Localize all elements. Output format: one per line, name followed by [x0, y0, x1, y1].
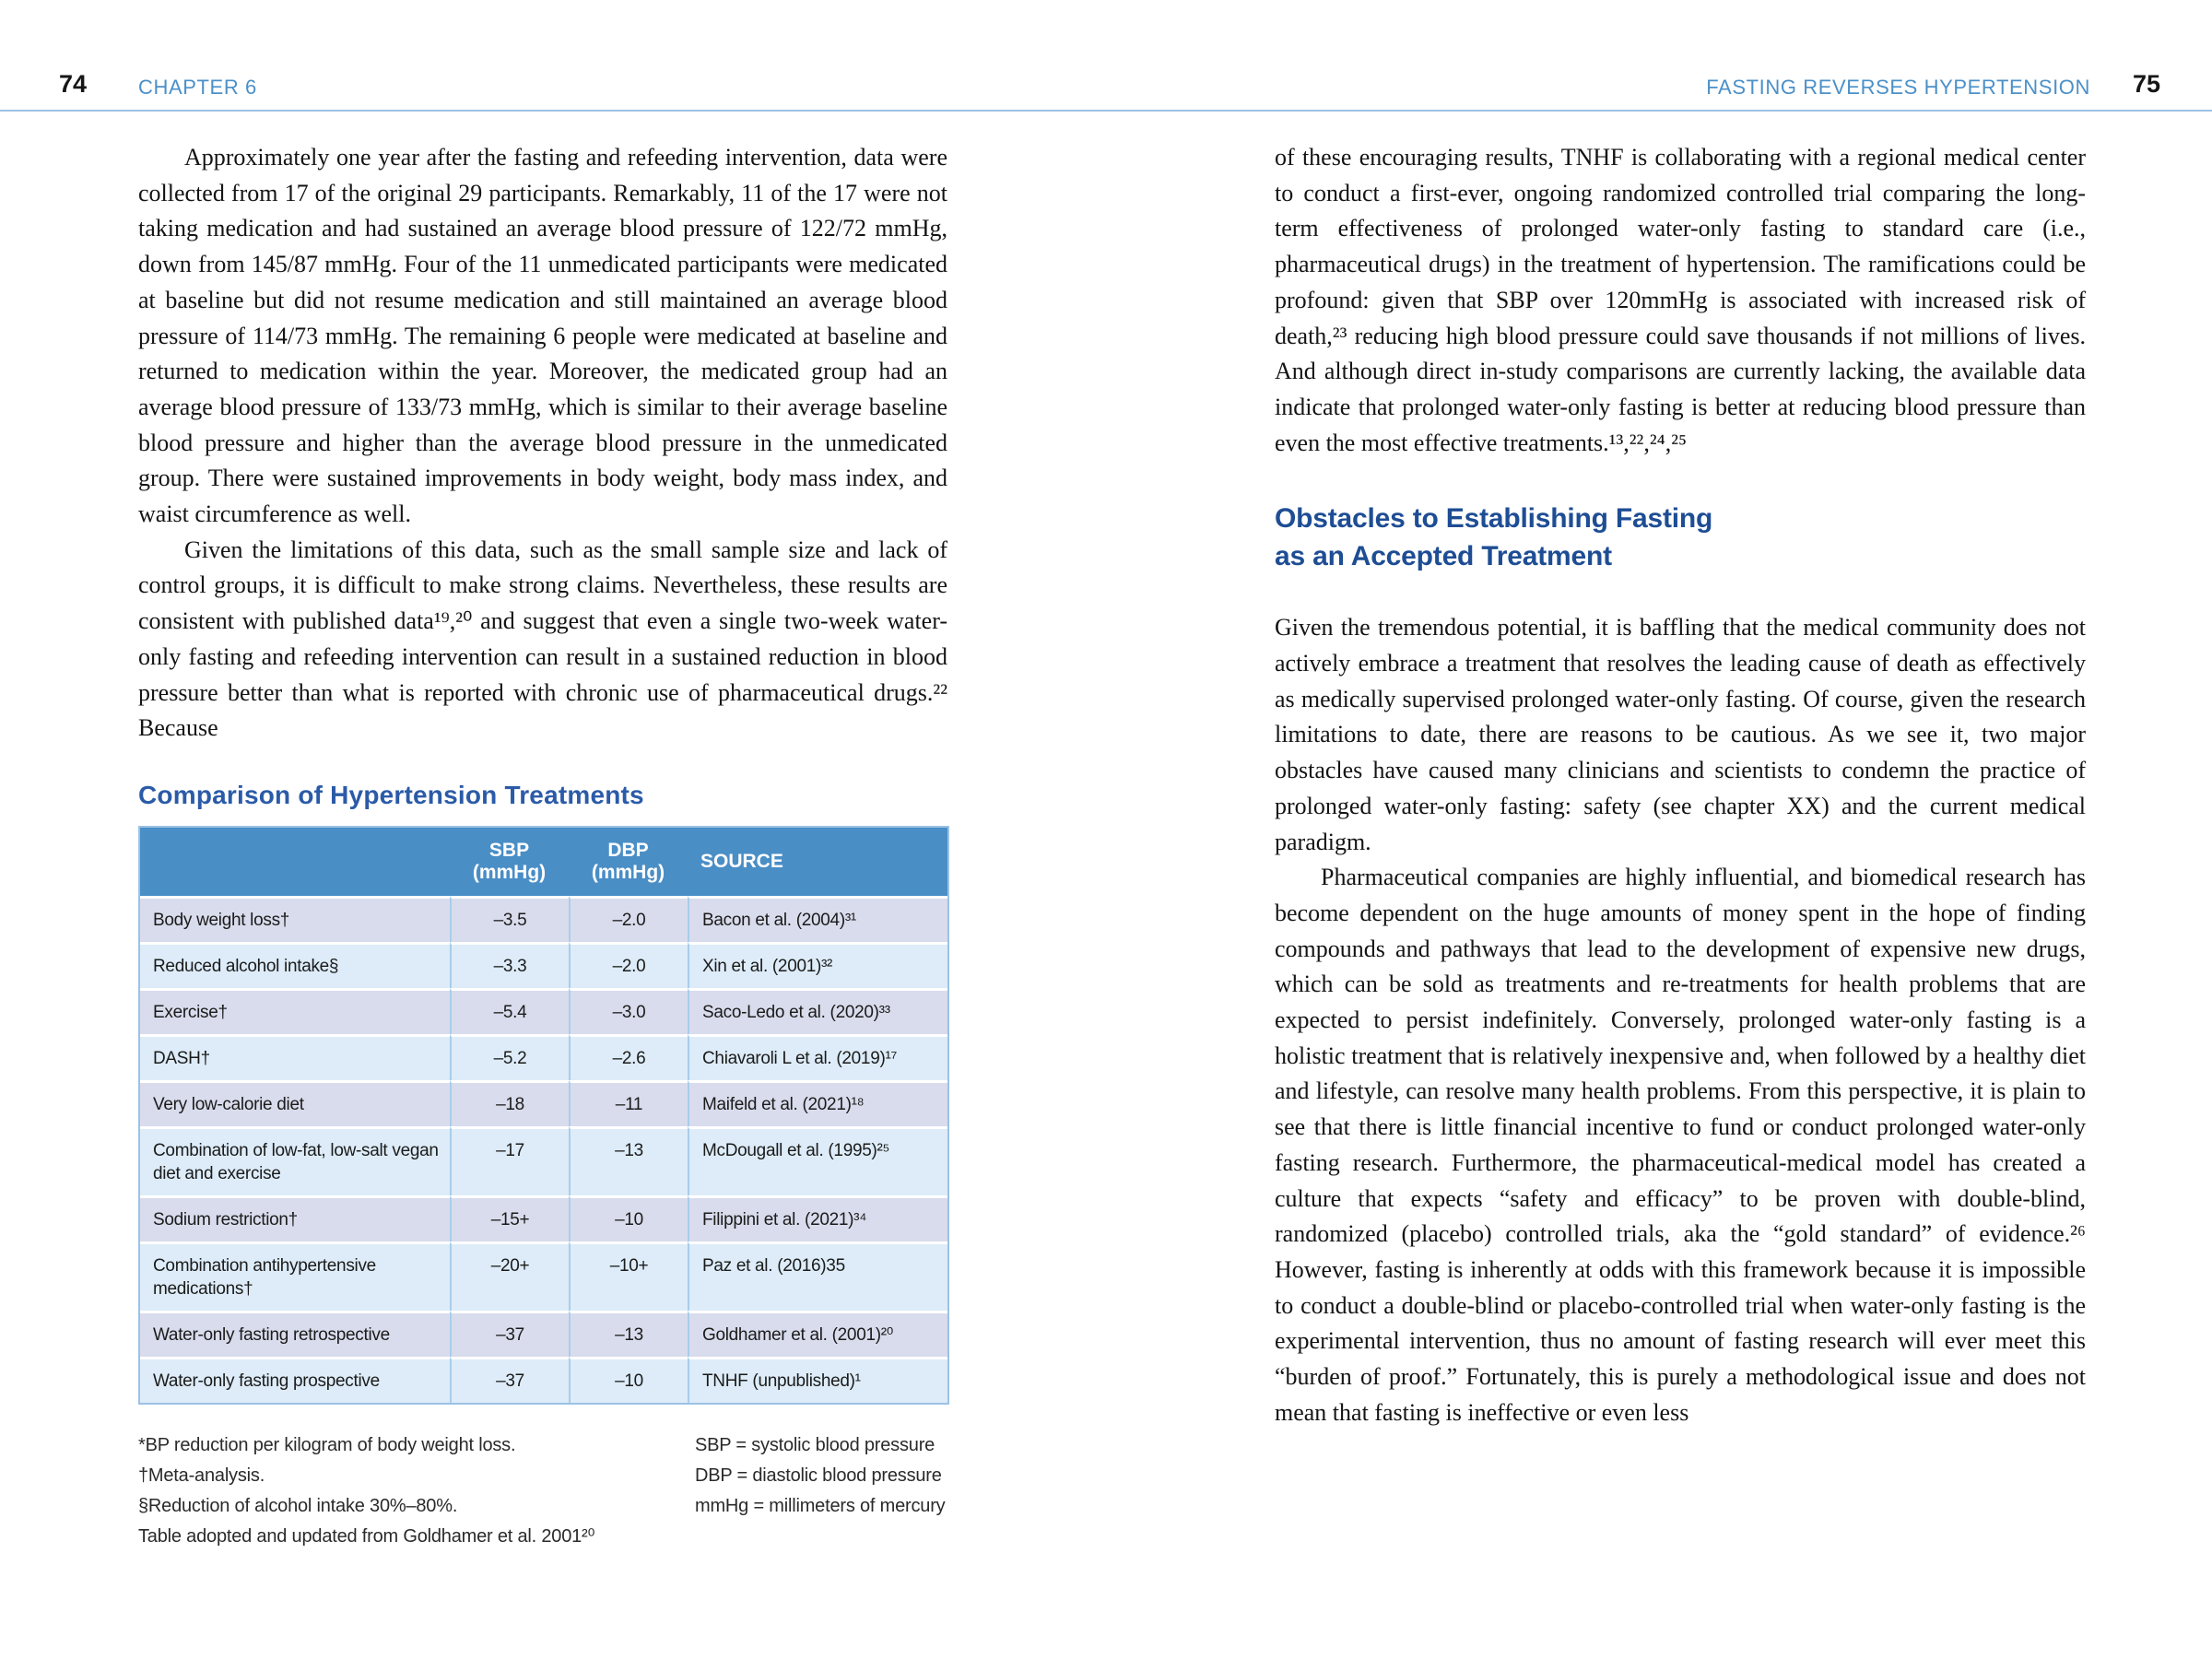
treatment-cell: Water-only fasting prospective	[140, 1357, 450, 1403]
paragraph: Pharmaceutical companies are highly influential, and biomedical research has become dependent on the huge amounts of money spent in the hope of finding compounds and pathways that lead to the development of expensive new drugs, which can be sold as treatments and re-treatments for health problems that are expected to persist indefinitely. Conversely, prolonged water-only fasting is a holistic treatment that is relatively inexpensive and, when followed by a healthy diet and lifestyle, can resolve many health problems. From this perspective, it is plain to see that there is little financial incentive to fund or conduct prolonged water-only fasting research. Furthermore, the pharmaceutical-medical model has created a culture that expects “safety and efficacy” to be proven with double-blind, randomized (placebo) controlled trials, aka the “gold standard” of evidence.²⁶ However, fasting is inherently at odds with this framework because it is impossible to conduct a double-blind or placebo-controlled trial when water-only fasting is the experimental intervention, thus no amount of fasting research will ever meet this “burden of proof.” Fortunately, this is purely a methodological issue and does not mean that fasting is ineffective or even less	[1275, 864, 2086, 1426]
header-rule	[0, 110, 2212, 112]
source-cell: Bacon et al. (2004)³¹	[688, 896, 947, 942]
treatment-column-header	[140, 828, 450, 896]
table-row	[140, 988, 947, 1034]
page-number-right: 75	[2132, 70, 2160, 98]
sbp-cell: –17	[450, 1126, 569, 1195]
source-cell: TNHF (unpublished)¹	[688, 1357, 947, 1403]
dbp-cell: –10	[569, 1357, 688, 1403]
sbp-column-header: SBP (mmHg)	[450, 828, 569, 896]
table-row	[140, 1126, 947, 1195]
dbp-cell: –2.0	[569, 896, 688, 942]
dbp-column-header: DBP (mmHg)	[569, 828, 688, 896]
treatment-cell: Exercise†	[140, 988, 450, 1034]
sbp-cell: –5.4	[450, 988, 569, 1034]
abbreviation: mmHg = millimeters of mercury	[695, 1495, 946, 1516]
section-heading-line: Obstacles to Establishing Fasting	[1275, 503, 1713, 535]
source-cell: Saco-Ledo et al. (2020)³³	[688, 988, 947, 1034]
dbp-cell: –2.6	[569, 1034, 688, 1080]
table-header-row	[140, 828, 947, 896]
sbp-cell: –37	[450, 1311, 569, 1357]
footnote: Table adopted and updated from Goldhamer et al. 2001²⁰	[138, 1525, 595, 1547]
abbreviation-list	[695, 1430, 945, 1522]
sbp-cell: –3.5	[450, 896, 569, 942]
left-page-column	[138, 140, 947, 1552]
footnote: §Reduction of alcohol intake 30%–80%.	[138, 1495, 458, 1516]
treatment-cell: Water-only fasting retrospective	[140, 1311, 450, 1357]
running-head-left: CHAPTER 6	[138, 76, 257, 99]
abbreviation: SBP = systolic blood pressure	[695, 1434, 935, 1455]
table-row	[140, 1080, 947, 1126]
table-row	[140, 1241, 947, 1311]
treatment-cell: DASH†	[140, 1034, 450, 1080]
table-row	[140, 942, 947, 988]
dbp-cell: –10	[569, 1195, 688, 1241]
sbp-cell: –3.3	[450, 942, 569, 988]
dbp-cell: –11	[569, 1080, 688, 1126]
source-column-header: SOURCE	[688, 828, 947, 896]
table-header	[140, 828, 947, 896]
source-cell: McDougall et al. (1995)²⁵	[688, 1126, 947, 1195]
sbp-cell: –18	[450, 1080, 569, 1126]
source-cell: Paz et al. (2016)35	[688, 1241, 947, 1311]
treatment-cell: Body weight loss†	[140, 896, 450, 942]
right-page-column	[1275, 140, 2086, 1431]
dbp-cell: –13	[569, 1126, 688, 1195]
source-cell: Maifeld et al. (2021)¹⁸	[688, 1080, 947, 1126]
table-row	[140, 896, 947, 942]
footnote: †Meta-analysis.	[138, 1465, 265, 1486]
section-heading	[1275, 500, 2086, 575]
paragraph: of these encouraging results, TNHF is collaborating with a regional medical center to conduct a first-ever, ongoing randomized controlled trial comparing the long-term effectiveness of prolonged water-only fasting to standard care (i.e., pharmaceutical drugs) in the treatment of hypertension. The ramifications could be profound: given that SBP over 120mmHg is associated with increased risk of death,²³ reducing high blood pressure could save thousands if not millions of lives. And although direct in-study comparisons are currently lacking, the available data indicate that prolonged water-only fasting is better at reducing blood pressure than even the most effective treatments.¹³,²²,²⁴,²⁵	[1275, 144, 2086, 456]
source-cell: Chiavaroli L et al. (2019)¹⁷	[688, 1034, 947, 1080]
sbp-cell: –15+	[450, 1195, 569, 1241]
treatment-cell: Combination of low-fat, low-salt vegan diet and exercise	[140, 1126, 450, 1195]
sbp-cell: –37	[450, 1357, 569, 1403]
running-head-right: FASTING REVERSES HYPERTENSION	[1706, 76, 2090, 99]
source-cell: Filippini et al. (2021)³⁴	[688, 1195, 947, 1241]
section-heading-line: as an Accepted Treatment	[1275, 541, 1612, 572]
footnote: *BP reduction per kilogram of body weight loss.	[138, 1434, 516, 1455]
table-row	[140, 1195, 947, 1241]
dbp-cell: –3.0	[569, 988, 688, 1034]
treatment-cell: Sodium restriction†	[140, 1195, 450, 1241]
table-row	[140, 1034, 947, 1080]
page-number-left: 74	[59, 70, 88, 98]
treatment-cell: Very low-calorie diet	[140, 1080, 450, 1126]
table-footnotes	[138, 1430, 946, 1552]
sbp-cell: –20+	[450, 1241, 569, 1311]
table-title: Comparison of Hypertension Treatments	[138, 780, 644, 809]
paragraph: Given the tremendous potential, it is baffling that the medical community does not actively embrace a treatment that resolves the leading cause of death as effectively as medically supervised prolonged water-only fasting. Of course, given the research limitations to date, there are reasons to be cautious. As we see it, two major obstacles have caused many clinicians and scientists to condemn the practice of prolonged water-only fasting: safety (see chapter XX) and the current medical paradigm.	[1275, 614, 2086, 855]
hypertension-treatments-table	[138, 826, 949, 1405]
dbp-cell: –10+	[569, 1241, 688, 1311]
treatment-cell: Combination antihypertensive medications†	[140, 1241, 450, 1311]
dbp-cell: –2.0	[569, 942, 688, 988]
paragraph: Approximately one year after the fasting and refeeding intervention, data were collected from 17 of the original 29 participants. Remarkably, 11 of the 17 were not taking medication and had sustained an average blood pressure of 122/72 mmHg, down from 145/87 mmHg. Four of the 11 unmedicated participants were medicated at baseline but did not resume medication and still maintained an average blood pressure of 114/73 mmHg. The remaining 6 people were medicated at baseline and returned to medication within the year. Moreover, the medicated group had an average blood pressure of 133/73 mmHg, which is similar to their average baseline blood pressure and higher than the average blood pressure in the unmedicated group. There were sustained improvements in body weight, body mass index, and waist circumference as well.	[138, 144, 947, 528]
treatment-cell: Reduced alcohol intake§	[140, 942, 450, 988]
source-cell: Xin et al. (2001)³²	[688, 942, 947, 988]
dbp-cell: –13	[569, 1311, 688, 1357]
sbp-cell: –5.2	[450, 1034, 569, 1080]
abbreviation: DBP = diastolic blood pressure	[695, 1465, 942, 1486]
paragraph: Given the limitations of this data, such as the small sample size and lack of control groups, it is difficult to make strong claims. Nevertheless, these results are consistent with published data¹⁹,²⁰ and suggest that even a single two-week water-only fasting and refeeding intervention can result in a sustained reduction in blood pressure better than what is reported with chronic use of pharmaceutical drugs.²² Because	[138, 535, 947, 742]
table-row	[140, 1311, 947, 1357]
table-row	[140, 1357, 947, 1403]
source-cell: Goldhamer et al. (2001)²⁰	[688, 1311, 947, 1357]
